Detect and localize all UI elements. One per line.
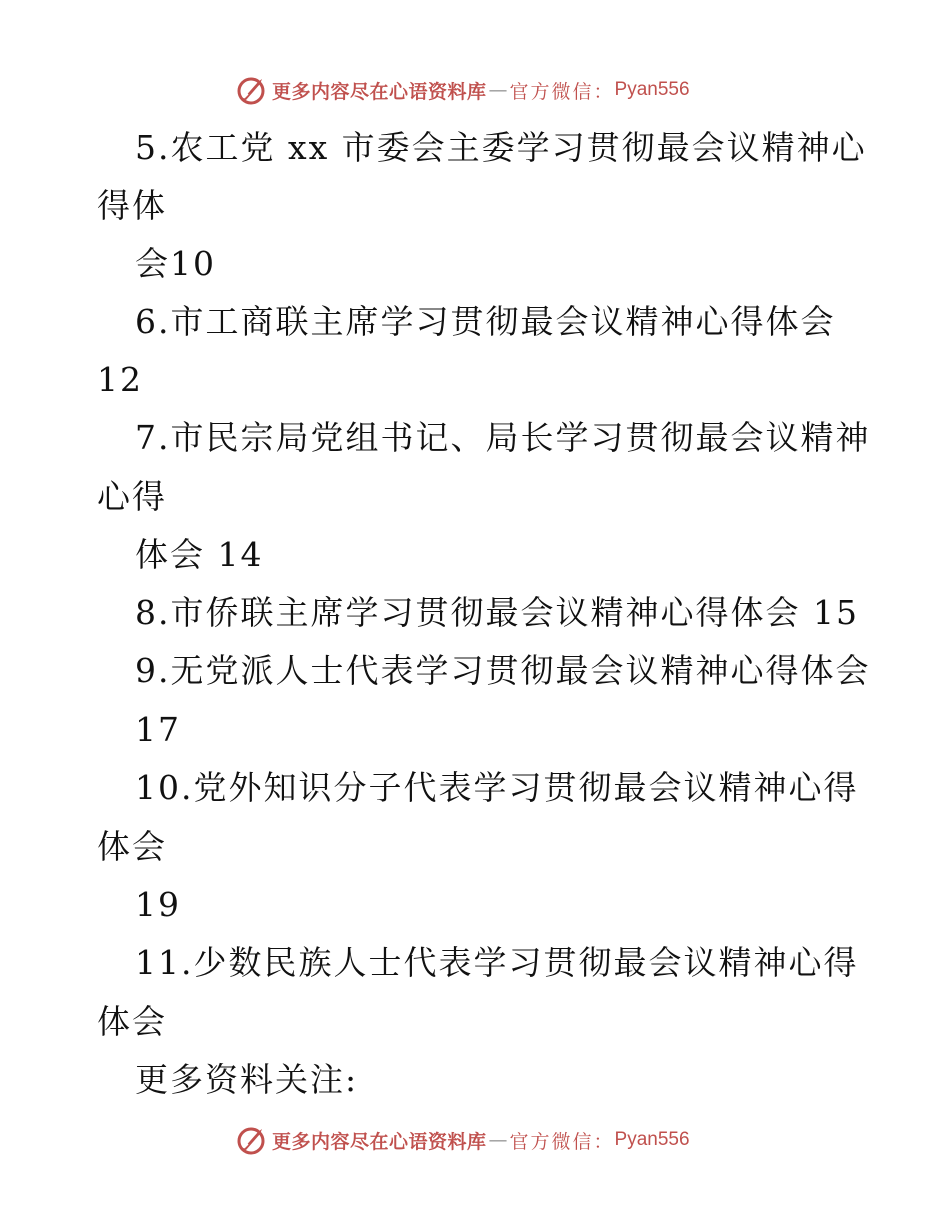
header-banner [236, 73, 690, 107]
toc-line: 会10 [135, 244, 216, 283]
toc-line: 19 [135, 885, 181, 924]
toc-line: 5.农工党 xx 市委会主委学习贯彻最会议精神心 [135, 128, 867, 167]
follow-more-text: 更多资料关注: [135, 1060, 359, 1099]
toc-line: 体会 [97, 827, 167, 866]
banner-wechat-id: Pyan556 [614, 79, 690, 100]
banner-wechat-id: Pyan556 [614, 1129, 690, 1150]
toc-line: 9.无党派人士代表学习贯彻最会议精神心得体会 [135, 651, 871, 690]
toc-line: 10.党外知识分子代表学习贯彻最会议精神心得 [135, 768, 859, 807]
toc-line: 体会 [97, 1002, 167, 1041]
toc-line: 12 [97, 360, 143, 399]
toc-line: 6.市工商联主席学习贯彻最会议精神心得体会 [135, 302, 836, 341]
toc-line: 心得 [97, 477, 167, 516]
toc-line: 17 [135, 710, 181, 749]
banner-separator: — [488, 1129, 508, 1151]
banner-wechat-label: 官方微信： [509, 80, 615, 103]
footer-banner [236, 1123, 690, 1157]
toc-line: 得体 [97, 186, 167, 225]
toc-line: 7.市民宗局党组书记、局长学习贯彻最会议精神 [135, 418, 871, 457]
toc-line: 8.市侨联主席学习贯彻最会议精神心得体会 15 [135, 593, 859, 632]
banner-slogan: 更多内容尽在心语资料库 [272, 80, 487, 103]
banner-separator: — [488, 79, 508, 101]
feather-pen-logo-icon [236, 74, 268, 106]
toc-line: 体会 14 [135, 535, 264, 574]
feather-pen-logo-icon [236, 1124, 268, 1156]
banner-wechat-label: 官方微信： [509, 1130, 615, 1153]
toc-line: 11.少数民族人士代表学习贯彻最会议精神心得 [135, 943, 859, 982]
banner-slogan: 更多内容尽在心语资料库 [272, 1130, 487, 1153]
